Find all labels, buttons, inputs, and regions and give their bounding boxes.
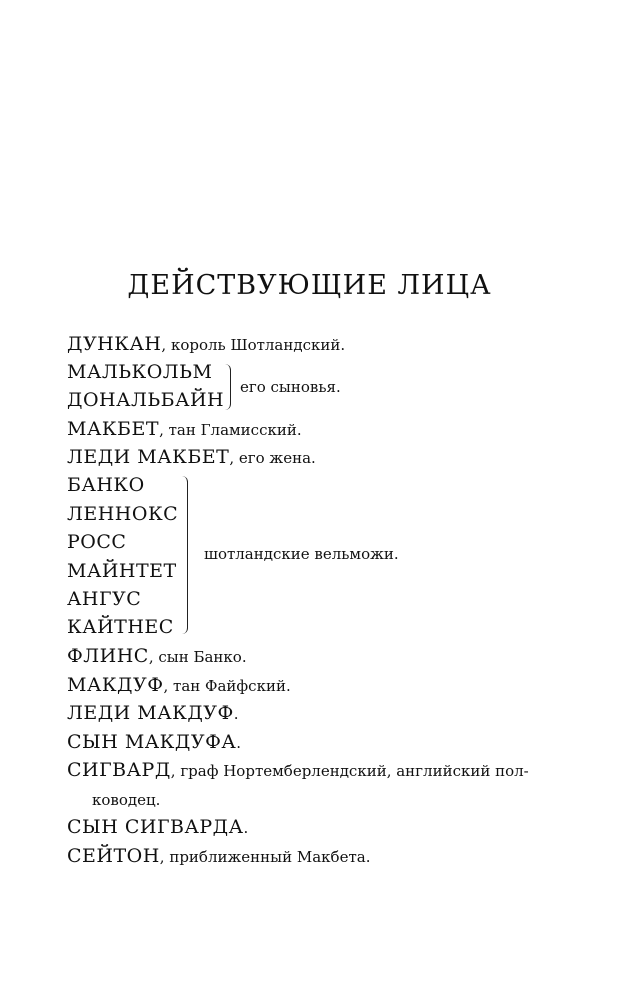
character-malcolm xyxy=(67,359,212,385)
character-name: СИГВАРД xyxy=(67,759,171,781)
brace-note-sons: его сыновья. xyxy=(240,378,341,396)
character-name: СЫН СИГВАРДА xyxy=(67,816,244,838)
character-desc: . xyxy=(243,819,249,837)
character-desc: , сын Банко. xyxy=(148,648,247,666)
character-macduff xyxy=(67,672,291,699)
character-name: ЛЕДИ МАКБЕТ xyxy=(67,446,230,468)
character-angus xyxy=(67,586,141,612)
character-caithness xyxy=(67,614,174,640)
character-name: КАЙТНЕС xyxy=(67,616,174,638)
character-desc: . xyxy=(236,734,242,752)
character-name: РОСС xyxy=(67,531,127,553)
character-fleance xyxy=(67,643,247,670)
character-desc: , приближенный Макбета. xyxy=(159,848,371,866)
character-donalbain xyxy=(67,387,224,413)
character-seyton xyxy=(67,843,370,870)
character-lady-macduff xyxy=(67,700,239,727)
character-name: ДОНАЛЬБАЙН xyxy=(67,389,225,411)
character-lennox xyxy=(67,501,178,527)
character-name: СЫН МАКДУФА xyxy=(67,731,237,753)
character-name: ФЛИНС xyxy=(67,645,149,667)
character-desc: , его жена. xyxy=(229,449,316,467)
brace-sons xyxy=(224,364,231,410)
character-siward xyxy=(67,757,529,784)
character-name: ЛЕННОКС xyxy=(67,503,179,525)
character-ross xyxy=(67,529,126,555)
character-name: ДУНКАН xyxy=(67,333,162,355)
page-title: ДЕЙСТВУЮЩИЕ ЛИЦА xyxy=(127,270,492,301)
character-name: МАЙНТЕТ xyxy=(67,560,177,582)
character-menteith xyxy=(67,558,177,584)
character-siward-continued xyxy=(92,786,160,813)
character-name: МАКДУФ xyxy=(67,674,164,696)
character-desc: . xyxy=(233,705,239,723)
character-desc: , тан Файфский. xyxy=(163,677,291,695)
character-name: МАЛЬКОЛЬМ xyxy=(67,361,213,383)
character-name: АНГУС xyxy=(67,588,142,610)
character-desc: , граф Нортемберлендский, английский пол- xyxy=(170,762,529,780)
brace-nobles xyxy=(180,476,188,634)
character-banquo xyxy=(67,472,145,498)
character-duncan xyxy=(67,331,345,358)
character-desc: ководец. xyxy=(92,791,161,809)
character-siward-son xyxy=(67,814,248,841)
character-name: БАНКО xyxy=(67,474,145,496)
character-macduff-son xyxy=(67,729,241,756)
character-desc: , тан Гламисский. xyxy=(159,421,302,439)
character-name: СЕЙТОН xyxy=(67,845,160,867)
character-lady-macbeth xyxy=(67,444,316,471)
brace-note-nobles: шотландские вельможи. xyxy=(204,545,399,563)
character-macbeth xyxy=(67,416,302,443)
character-name: ЛЕДИ МАКДУФ xyxy=(67,702,234,724)
character-desc: , король Шотландский. xyxy=(161,336,346,354)
character-name: МАКБЕТ xyxy=(67,418,160,440)
